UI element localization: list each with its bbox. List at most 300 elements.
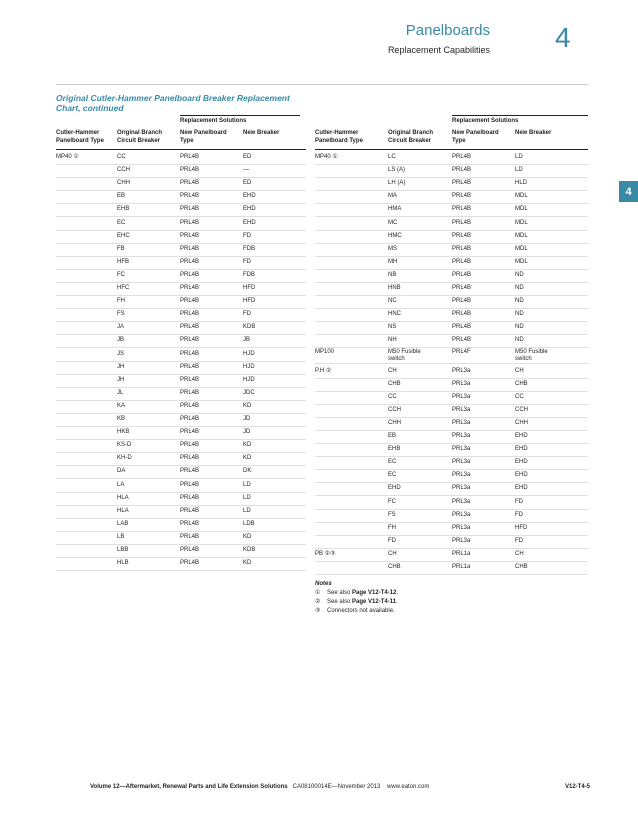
table-row bbox=[56, 426, 306, 440]
cell-branch-breaker: EC bbox=[117, 219, 126, 226]
table-row bbox=[56, 151, 306, 165]
cell-new-breaker: EHD bbox=[515, 472, 528, 479]
cell-branch-breaker: EB bbox=[388, 433, 397, 439]
cell-branch-breaker: LH (A) bbox=[388, 180, 406, 187]
cell-new-breaker: FD bbox=[243, 311, 251, 318]
section-title: Original Cutler-Hammer Panelboard Breaker Replacement Chart, continued bbox=[56, 93, 290, 113]
table-row bbox=[56, 217, 306, 231]
table-row bbox=[315, 496, 588, 510]
cell-branch-breaker: LC bbox=[388, 154, 396, 160]
note-text: Connectors not available. bbox=[327, 608, 395, 614]
cell-branch-breaker: HNB bbox=[388, 285, 401, 291]
cell-new-panelboard: PRL4B bbox=[180, 285, 200, 291]
table-row bbox=[56, 348, 306, 362]
cell-branch-breaker: EHB bbox=[388, 446, 401, 453]
cell-new-panelboard: PRL4B bbox=[180, 455, 200, 462]
table-row bbox=[56, 544, 306, 558]
cell-new-breaker: LD bbox=[515, 167, 523, 174]
cell-branch-breaker: JH bbox=[117, 376, 125, 383]
cell-new-panelboard: PRL3a bbox=[452, 537, 471, 544]
cell-panelboard-type: PB ②③ bbox=[315, 550, 336, 557]
page-footer bbox=[90, 784, 590, 790]
table-row bbox=[56, 269, 306, 283]
footer-doc-number: CA08100014E—November 2013 bbox=[292, 784, 381, 790]
cell-new-panelboard: PRL4B bbox=[452, 298, 472, 305]
cell-new-panelboard: PRL3a bbox=[452, 485, 471, 492]
cell-branch-breaker: EB bbox=[117, 193, 126, 200]
cell-branch-breaker: CHH bbox=[117, 180, 130, 187]
cell-new-panelboard: PRL4B bbox=[452, 324, 472, 331]
table-row bbox=[315, 509, 588, 523]
cell-new-panelboard: PRL4B bbox=[180, 258, 200, 265]
cell-new-breaker: ND bbox=[515, 311, 524, 318]
cell-new-breaker: HLD bbox=[515, 180, 528, 187]
cell-new-panelboard: PRL4B bbox=[180, 507, 200, 514]
cell-new-panelboard: PRL4B bbox=[452, 245, 472, 252]
table-row bbox=[315, 177, 588, 191]
cell-branch-breaker: JA bbox=[117, 324, 125, 331]
table-row bbox=[56, 557, 306, 571]
table-row bbox=[56, 492, 306, 506]
notes-block bbox=[315, 580, 515, 616]
cell-new-breaker: MDL bbox=[515, 245, 528, 252]
cell-new-panelboard: PRL4B bbox=[180, 376, 200, 383]
page-header-subtitle: Replacement Capabilities bbox=[387, 45, 490, 55]
table-row bbox=[56, 164, 306, 178]
replacement-header-rule-left bbox=[180, 115, 300, 116]
cell-branch-breaker: CCH bbox=[388, 406, 401, 413]
table-row bbox=[315, 334, 588, 348]
cell-new-panelboard: PRL4B bbox=[180, 416, 200, 422]
cell-new-breaker: JD bbox=[243, 416, 251, 422]
cell-new-breaker: FDB bbox=[243, 245, 255, 252]
col-header-branch-breaker-left: Original Branch Circuit Breaker bbox=[117, 130, 163, 144]
cell-branch-breaker: M50 Fusible switch bbox=[388, 348, 421, 362]
cell-branch-breaker: MH bbox=[388, 258, 398, 265]
cell-new-panelboard: PRL4B bbox=[452, 180, 472, 187]
notes-list bbox=[315, 589, 515, 616]
cell-branch-breaker: NB bbox=[388, 271, 397, 278]
cell-branch-breaker: JH bbox=[117, 363, 125, 370]
cell-new-panelboard: PRL4B bbox=[180, 337, 200, 344]
cell-new-panelboard: PRL4B bbox=[452, 167, 472, 174]
cell-new-breaker: KD bbox=[243, 560, 252, 567]
cell-branch-breaker: NH bbox=[388, 337, 397, 344]
cell-new-panelboard: PRL4B bbox=[452, 232, 472, 239]
table-row bbox=[315, 243, 588, 257]
cell-branch-breaker: DA bbox=[117, 468, 126, 475]
cell-branch-breaker: KB bbox=[117, 416, 126, 422]
table-row bbox=[315, 561, 588, 575]
table-row bbox=[56, 505, 306, 519]
table-row bbox=[315, 203, 588, 217]
cell-new-breaker: KD bbox=[243, 442, 252, 449]
table-row bbox=[315, 269, 588, 283]
col-header-new-panelboard-right: New Panelboard Type bbox=[452, 130, 499, 144]
table-row bbox=[315, 548, 588, 562]
cell-branch-breaker: HKB bbox=[117, 429, 130, 436]
cell-branch-breaker: KA bbox=[117, 402, 126, 409]
cell-new-panelboard: PRL1a bbox=[452, 550, 471, 557]
cell-new-panelboard: PRL3a bbox=[452, 367, 471, 374]
cell-new-panelboard: PRL4B bbox=[452, 206, 472, 213]
table-row bbox=[56, 374, 306, 388]
table-row bbox=[56, 531, 306, 545]
footer-volume-title: Volume 12—Aftermarket, Renewal Parts and Life Extension Solutions bbox=[90, 784, 288, 790]
cell-branch-breaker: HNC bbox=[388, 311, 401, 318]
table-row bbox=[315, 391, 588, 405]
table-row bbox=[315, 469, 588, 483]
footer-website-link[interactable]: www.eaton.com bbox=[387, 784, 430, 790]
cell-branch-breaker: MS bbox=[388, 245, 397, 252]
cell-branch-breaker: FH bbox=[388, 524, 396, 531]
cell-new-panelboard: PRL4B bbox=[452, 219, 472, 226]
cell-new-breaker: HFD bbox=[243, 285, 256, 291]
cell-new-breaker: FD bbox=[515, 498, 523, 505]
cell-branch-breaker: CHH bbox=[388, 419, 401, 426]
cell-new-breaker: FDB bbox=[243, 271, 255, 278]
table-row bbox=[315, 295, 588, 309]
table-row bbox=[56, 334, 306, 348]
table-row bbox=[315, 282, 588, 296]
cell-new-breaker: KD bbox=[243, 402, 252, 409]
cell-branch-breaker: LA bbox=[117, 481, 125, 488]
cell-new-breaker: HFD bbox=[243, 298, 256, 305]
table-row bbox=[315, 430, 588, 444]
cell-branch-breaker: LB bbox=[117, 533, 125, 540]
cell-new-panelboard: PRL4B bbox=[452, 258, 472, 265]
cell-new-breaker: CH bbox=[515, 367, 524, 374]
cell-new-breaker: HJD bbox=[243, 376, 255, 383]
cell-new-breaker: ND bbox=[515, 271, 524, 278]
cell-branch-breaker: KS-D bbox=[117, 442, 132, 449]
cell-new-panelboard: PRL4B bbox=[180, 494, 200, 501]
note-item bbox=[315, 607, 515, 616]
cell-branch-breaker: CCH bbox=[117, 167, 130, 174]
cell-branch-breaker: CH bbox=[388, 550, 397, 557]
header-divider bbox=[56, 84, 588, 85]
cell-new-breaker: LDB bbox=[243, 520, 255, 527]
cell-branch-breaker: FD bbox=[388, 537, 396, 544]
cell-new-breaker: LD bbox=[243, 481, 251, 488]
cell-new-breaker: JDC bbox=[243, 389, 255, 396]
table-row bbox=[56, 243, 306, 257]
cell-new-breaker: DK bbox=[243, 468, 252, 475]
cell-branch-breaker: NC bbox=[388, 298, 397, 305]
cell-new-panelboard: PRL4F bbox=[452, 348, 471, 355]
note-number: ② bbox=[315, 599, 321, 605]
cell-new-breaker: FD bbox=[243, 258, 251, 265]
table-row bbox=[56, 203, 306, 217]
table-row bbox=[56, 256, 306, 270]
table-row bbox=[56, 190, 306, 204]
cell-branch-breaker: CC bbox=[117, 154, 126, 160]
table-row bbox=[56, 295, 306, 309]
cell-branch-breaker: LS (A) bbox=[388, 167, 406, 174]
cell-new-panelboard: PRL4B bbox=[180, 167, 200, 174]
cell-branch-breaker: HMC bbox=[388, 232, 402, 239]
cell-new-panelboard: PRL4B bbox=[180, 206, 200, 213]
table-row bbox=[56, 518, 306, 532]
table-row bbox=[315, 151, 588, 165]
cell-new-breaker: HJD bbox=[243, 363, 255, 370]
cell-panelboard-type: MP100 bbox=[315, 348, 335, 355]
footer-page-number: V12-T4-5 bbox=[564, 784, 590, 790]
cell-new-panelboard: PRL4B bbox=[180, 219, 200, 226]
cell-branch-breaker: MC bbox=[388, 219, 398, 226]
cell-branch-breaker: NS bbox=[388, 324, 397, 331]
cell-branch-breaker: HLB bbox=[117, 560, 129, 567]
cell-branch-breaker: FC bbox=[388, 498, 396, 505]
cell-new-breaker: M50 Fusible switch bbox=[515, 348, 548, 362]
cell-branch-breaker: EHC bbox=[117, 232, 130, 239]
cell-new-panelboard: PRL4B bbox=[180, 533, 200, 540]
cell-branch-breaker: EC bbox=[388, 459, 397, 466]
cell-new-breaker: ED bbox=[243, 180, 252, 187]
cell-branch-breaker: HFB bbox=[117, 258, 129, 265]
cell-new-panelboard: PRL4B bbox=[180, 298, 200, 305]
cell-new-panelboard: PRL3a bbox=[452, 419, 471, 426]
note-page-reference-link[interactable]: Page V12-T4-12 bbox=[352, 590, 397, 596]
table-row bbox=[315, 404, 588, 418]
cell-new-breaker: MDL bbox=[515, 193, 528, 200]
col-header-new-breaker-left: New Breaker bbox=[243, 130, 280, 136]
cell-new-breaker: CC bbox=[515, 393, 524, 400]
cell-new-breaker: ND bbox=[515, 324, 524, 331]
cell-new-panelboard: PRL4B bbox=[180, 468, 200, 475]
table-row bbox=[315, 417, 588, 431]
cell-new-panelboard: PRL4B bbox=[180, 520, 200, 527]
cell-new-breaker: FD bbox=[243, 232, 251, 239]
cell-new-breaker: CHB bbox=[515, 564, 528, 570]
cell-branch-breaker: HLA bbox=[117, 494, 129, 501]
note-text: See also bbox=[327, 599, 353, 605]
table-row bbox=[315, 164, 588, 178]
table-row bbox=[56, 387, 306, 401]
table-row bbox=[56, 321, 306, 335]
cell-branch-breaker: LBB bbox=[117, 547, 129, 553]
cell-branch-breaker: CC bbox=[388, 393, 397, 400]
table-row bbox=[315, 482, 588, 496]
table-row bbox=[56, 361, 306, 375]
cell-branch-breaker: JS bbox=[117, 350, 125, 357]
cell-panelboard-type: P.H ② bbox=[315, 367, 332, 374]
table-row bbox=[56, 400, 306, 414]
cell-new-breaker: KDB bbox=[243, 324, 256, 331]
table-row bbox=[315, 378, 588, 392]
cell-panelboard-type: MP40 ① bbox=[315, 154, 338, 160]
cell-new-breaker: CHH bbox=[515, 419, 528, 426]
cell-new-breaker: EHD bbox=[515, 433, 528, 439]
cell-new-breaker: ND bbox=[515, 298, 524, 305]
cell-branch-breaker: KH-D bbox=[117, 455, 132, 462]
cell-branch-breaker: FS bbox=[117, 311, 125, 318]
cell-branch-breaker: CH bbox=[388, 367, 397, 374]
cell-new-breaker: EHD bbox=[515, 485, 528, 492]
cell-new-panelboard: PRL4B bbox=[452, 154, 472, 160]
cell-new-panelboard: PRL4B bbox=[452, 285, 472, 291]
cell-new-breaker: ED bbox=[243, 154, 252, 160]
cell-new-panelboard: PRL3a bbox=[452, 511, 471, 518]
cell-branch-breaker: FS bbox=[388, 511, 396, 518]
col-header-branch-breaker-right: Original Branch Circuit Breaker bbox=[388, 130, 434, 144]
cell-new-panelboard: PRL4B bbox=[180, 324, 200, 331]
cell-new-panelboard: PRL1a bbox=[452, 564, 471, 570]
table-row bbox=[56, 439, 306, 453]
cell-branch-breaker: CHB bbox=[388, 380, 401, 387]
cell-new-breaker: CCH bbox=[515, 406, 528, 413]
cell-new-breaker: MDL bbox=[515, 206, 528, 213]
cell-new-panelboard: PRL3a bbox=[452, 498, 471, 505]
cell-new-breaker: EHD bbox=[243, 206, 256, 213]
cell-new-breaker: EHD bbox=[515, 459, 528, 466]
cell-new-panelboard: PRL4B bbox=[452, 193, 472, 200]
table-row bbox=[315, 456, 588, 470]
replacement-solutions-header-right: Replacement Solutions bbox=[452, 118, 519, 124]
cell-new-panelboard: PRL4B bbox=[180, 271, 200, 278]
table-row bbox=[56, 479, 306, 493]
cell-new-breaker: FD bbox=[515, 537, 523, 544]
cell-new-breaker: MDL bbox=[515, 219, 528, 226]
table-row bbox=[315, 522, 588, 536]
cell-new-panelboard: PRL3a bbox=[452, 524, 471, 531]
cell-panelboard-type: MP40 ① bbox=[56, 154, 79, 160]
cell-branch-breaker: EC bbox=[388, 472, 397, 479]
cell-new-panelboard: PRL3a bbox=[452, 459, 471, 466]
col-header-panelboard-type-right: Cutler-Hammer Panelboard Type bbox=[315, 130, 363, 144]
cell-new-panelboard: PRL4B bbox=[180, 193, 200, 200]
cell-new-breaker: MDL bbox=[515, 232, 528, 239]
cell-branch-breaker: HMA bbox=[388, 206, 402, 213]
note-number: ③ bbox=[315, 608, 321, 614]
cell-new-panelboard: PRL4B bbox=[180, 154, 200, 160]
table-header-rule-left bbox=[56, 149, 306, 150]
cell-new-breaker: LD bbox=[243, 494, 251, 501]
col-header-new-breaker-right: New Breaker bbox=[515, 130, 552, 136]
cell-new-panelboard: PRL3a bbox=[452, 393, 471, 400]
cell-new-breaker: MDL bbox=[515, 258, 528, 265]
table-row bbox=[56, 413, 306, 427]
cell-new-panelboard: PRL4B bbox=[180, 547, 200, 553]
cell-new-breaker: CHB bbox=[515, 380, 528, 387]
note-item bbox=[315, 598, 515, 607]
cell-new-panelboard: PRL4B bbox=[180, 180, 200, 187]
cell-new-breaker: KD bbox=[243, 533, 252, 540]
table-row bbox=[56, 177, 306, 191]
cell-new-breaker: EHD bbox=[243, 193, 256, 200]
cell-new-panelboard: PRL3a bbox=[452, 472, 471, 479]
cell-branch-breaker: JL bbox=[117, 389, 124, 396]
cell-new-panelboard: PRL4B bbox=[180, 245, 200, 252]
cell-new-breaker: KDB bbox=[243, 547, 256, 553]
cell-new-breaker: LD bbox=[515, 154, 523, 160]
cell-new-panelboard: PRL4B bbox=[452, 271, 472, 278]
cell-new-panelboard: PRL3a bbox=[452, 380, 471, 387]
note-end: . bbox=[396, 590, 399, 596]
cell-branch-breaker: EHD bbox=[388, 485, 401, 492]
cell-new-panelboard: PRL3a bbox=[452, 433, 471, 439]
cell-new-breaker: HFD bbox=[515, 524, 528, 531]
table-row bbox=[315, 443, 588, 457]
note-end: . bbox=[396, 599, 398, 605]
chapter-side-tab[interactable]: 4 bbox=[619, 181, 638, 202]
cell-new-breaker: EHD bbox=[515, 446, 528, 453]
cell-new-breaker: KD bbox=[243, 455, 252, 462]
table-row bbox=[315, 190, 588, 204]
cell-branch-breaker: EHB bbox=[117, 206, 130, 213]
table-row bbox=[56, 452, 306, 466]
cell-new-panelboard: PRL4B bbox=[180, 389, 200, 396]
cell-new-panelboard: PRL4B bbox=[452, 311, 472, 318]
cell-new-breaker: LD bbox=[243, 507, 251, 514]
table-row bbox=[56, 465, 306, 479]
cell-new-panelboard: PRL3a bbox=[452, 406, 471, 413]
col-header-new-panelboard-left: New Panelboard Type bbox=[180, 130, 227, 144]
cell-branch-breaker: LAB bbox=[117, 520, 129, 527]
cell-new-breaker: ND bbox=[515, 285, 524, 291]
table-row bbox=[315, 348, 588, 364]
cell-new-breaker: HJD bbox=[243, 350, 255, 357]
cell-branch-breaker: CHB bbox=[388, 564, 401, 570]
page-header-title: Panelboards bbox=[405, 22, 490, 39]
cell-new-panelboard: PRL4B bbox=[180, 232, 200, 239]
table-row bbox=[315, 321, 588, 335]
chapter-number: 4 bbox=[555, 22, 571, 53]
col-header-panelboard-type-left: Cutler-Hammer Panelboard Type bbox=[56, 130, 104, 144]
cell-new-breaker: CH bbox=[515, 550, 524, 557]
table-header-rule-right bbox=[315, 149, 588, 150]
table-row bbox=[56, 308, 306, 322]
table-row bbox=[315, 256, 588, 270]
cell-branch-breaker: FH bbox=[117, 298, 125, 305]
replacement-header-rule-right bbox=[452, 115, 588, 116]
table-row bbox=[56, 282, 306, 296]
cell-new-panelboard: PRL4B bbox=[180, 429, 200, 436]
note-page-reference-link[interactable]: Page V12-T4-11 bbox=[352, 599, 397, 605]
table-row bbox=[315, 365, 588, 379]
cell-new-breaker: JB bbox=[243, 337, 251, 344]
cell-new-panelboard: PRL4B bbox=[180, 350, 200, 357]
note-text: See also bbox=[327, 590, 353, 596]
table-row bbox=[56, 230, 306, 244]
table-row bbox=[315, 308, 588, 322]
table-row bbox=[315, 230, 588, 244]
notes-title: Notes bbox=[315, 581, 332, 587]
cell-new-panelboard: PRL4B bbox=[180, 481, 200, 488]
cell-new-panelboard: PRL4B bbox=[452, 337, 472, 344]
cell-new-breaker: EHD bbox=[243, 219, 256, 226]
cell-branch-breaker: HFC bbox=[117, 285, 130, 291]
cell-new-breaker: ND bbox=[515, 337, 524, 344]
cell-branch-breaker: JB bbox=[117, 337, 125, 344]
cell-new-panelboard: PRL4B bbox=[180, 402, 200, 409]
cell-branch-breaker: HLA bbox=[117, 507, 129, 514]
cell-new-panelboard: PRL4B bbox=[180, 363, 200, 370]
note-item bbox=[315, 589, 515, 598]
cell-new-panelboard: PRL4B bbox=[180, 311, 200, 318]
cell-new-breaker: — bbox=[243, 167, 249, 174]
cell-new-panelboard: PRL3a bbox=[452, 446, 471, 453]
cell-new-breaker: FD bbox=[515, 511, 523, 518]
replacement-solutions-header-left: Replacement Solutions bbox=[180, 118, 247, 124]
cell-new-panelboard: PRL4B bbox=[180, 560, 200, 567]
cell-branch-breaker: FC bbox=[117, 271, 125, 278]
note-number: ① bbox=[315, 590, 321, 596]
table-row bbox=[315, 535, 588, 549]
cell-new-breaker: JD bbox=[243, 429, 251, 436]
cell-new-panelboard: PRL4B bbox=[180, 442, 200, 449]
table-row bbox=[315, 217, 588, 231]
